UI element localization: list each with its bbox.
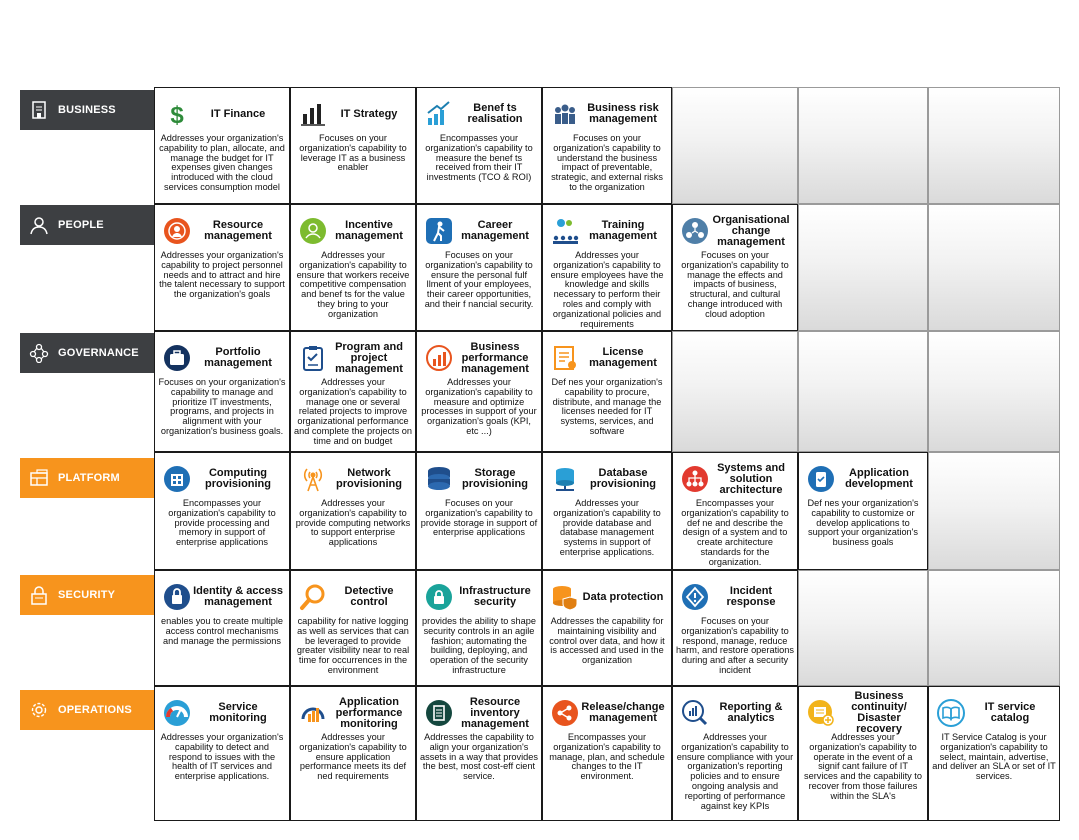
capability-description: Focuses on your organization's capability to leverage IT as a business enabler [299,133,407,173]
capability-card [290,331,416,452]
capability-title: Release/change management [581,701,665,724]
lock-icon [28,584,50,606]
clipboard-icon [299,344,327,372]
capability-card [416,570,542,686]
storage-icon [425,465,453,493]
capability-description: Focuses on your organization's capability to understand the business impact of preventable, strategic, and external risks to the organization [551,133,663,192]
capability-title: Network provisioning [336,467,402,490]
computing-icon [163,465,191,493]
book-icon [937,699,965,727]
briefcase-icon [163,344,191,372]
gauge-icon [163,699,191,727]
capability-description: Encompasses your organization's capability to def ne and describe the design of a system and to create architecture standards for the organization. [681,498,789,567]
capability-card [290,686,416,821]
capability-title: Program and project management [335,340,403,375]
capability-card [154,87,290,204]
capability-title: Resource inventory management [461,695,529,730]
capability-title: Database provisioning [590,467,656,490]
release-icon [551,699,579,727]
window-icon [28,467,50,489]
capability-description: Encompasses your organization's capability to manage, plan, and schedule changes to the IT environment. [549,732,665,782]
capability-title: Benef ts realisation [467,102,523,125]
capability-card [154,686,290,821]
empty-cell [672,87,798,204]
resource-icon [163,217,191,245]
lane-label: GOVERNANCE [58,347,139,359]
capability-description: Addresses your organization's capability to manage one or several related projects to improve organizational performance and complete the projects on time and on budget [294,377,412,446]
capability-title: Infrastructure security [459,585,531,608]
capability-description: IT Service Catalog is your organization's capability to select, maintain, advertise, and deliver an SLA or set of IT services. [932,732,1056,782]
capability-description: Addresses your organization's capability to detect and respond to issues with the health of IT services and enterprise applications. [160,732,284,782]
empty-cell [928,204,1060,331]
capability-description: Addresses your organization's capability to ensure employees have the knowledge and skills necessary to perform their roles and comply with organizational policies and requirements [550,250,664,329]
capability-description: Focuses on your organization's capability to manage the effects and impacts of business, structural, and cultural change introduced with cloud adoption [681,250,789,319]
capability-title: IT Finance [210,107,266,120]
capability-card [672,570,798,686]
continuity-icon [807,699,835,727]
empty-cell [928,331,1060,452]
capability-card [672,204,798,331]
capability-title: Organisational change management [712,213,790,248]
capability-description: Addresses the capability to align your organization's assets in a way that provides the best, most cost-eff cient service. [420,732,538,782]
capability-description: Encompasses your organization's capability to measure the benef ts received from their IT investments (TCO & ROI) [425,133,533,183]
capability-card [928,686,1060,821]
lane-label: PEOPLE [58,219,104,231]
capability-title: Resource management [204,219,272,242]
capability-title: IT service catalog [984,701,1036,724]
capability-description: Addresses your organization's capability to provide computing networks to support enterprise applications [295,498,411,548]
app-perf-icon [299,699,327,727]
database-icon [551,465,579,493]
capability-title: Training management [589,219,657,242]
capability-card [542,686,672,821]
identity-icon [163,583,191,611]
capability-card [154,570,290,686]
capability-description: Addresses your organization's capability to measure and optimize processes in support of your organization's goals (KPI, etc ...) [421,377,537,436]
capability-title: Portfolio management [204,346,272,369]
capability-description: Focuses on your organization's capability to manage and prioritize IT investments, programs, and projects in alignment with your organization's business goals. [158,377,286,436]
capability-description: Addresses your organization's capability to provide database and database management systems in support of enterprise applications. [553,498,661,557]
report-icon [681,699,709,727]
capability-card [542,204,672,331]
capability-description: Addresses your organization's capability to plan, allocate, and manage the budget for IT expenses given changes introduced with the cloud services consumption model [159,133,285,192]
capability-description: Addresses your organization's capability to project personnel needs and to attract and hire the talent necessary to support the organization's goals [159,250,285,300]
capability-description: Addresses your organization's capability to operate in the event of a signif cant failure of IT services and the capability to recover from those failures within the SLA's [804,732,922,801]
capability-card [416,452,542,570]
lane-operations [20,690,154,730]
dollar-icon [163,100,191,128]
capability-card [290,87,416,204]
lane-label: PLATFORM [58,472,120,484]
strategy-chart-icon [299,100,327,128]
growth-chart-icon [425,100,453,128]
app-dev-icon [807,465,835,493]
lane-people [20,205,154,245]
capability-title: Incident response [726,585,776,608]
capability-card [672,686,798,821]
career-icon [425,217,453,245]
capability-title: Storage provisioning [462,467,528,490]
network-icon [28,342,50,364]
lane-label: SECURITY [58,589,116,601]
capability-description: Focuses on your organization's capability to respond, manage, reduce harm, and restore operations during and after a security incident [676,616,794,675]
building-icon [28,99,50,121]
empty-cell [672,331,798,452]
capability-card [798,686,928,821]
capability-title: Data protection [582,590,664,603]
empty-cell [798,87,928,204]
license-icon [551,344,579,372]
capability-description: Def nes your organization's capability to procure, distribute, and manage the licenses needed for IT systems, services, and software [551,377,663,436]
capability-title: Computing provisioning [205,467,271,490]
empty-cell [798,331,928,452]
capability-title: Reporting & analytics [719,701,783,724]
org-change-icon [681,217,709,245]
capability-title: Identity & access management [193,585,283,608]
capability-title: Application development [845,467,913,490]
inventory-icon [425,699,453,727]
capability-card [416,204,542,331]
capability-description: provides the ability to shape security controls in an agile fashion; automating the building, deploying, and operation of the security infrastructure [422,616,536,675]
capability-title: Business performance management [461,340,529,375]
data-shield-icon [551,583,579,611]
empty-cell [798,204,928,331]
infra-security-icon [425,583,453,611]
capability-description: Addresses your organization's capability to ensure that workers receive competitive compensation and benef ts for the value they bring to your organization [296,250,410,319]
capability-card [542,452,672,570]
capability-card [416,87,542,204]
capability-description: Encompasses your organization's capability to provide processing and memory in support of enterprise applications [168,498,276,548]
capability-description: Addresses the capability for maintaining visibility and control over data, and how it is accessed and used in the organization [549,616,665,666]
empty-cell [798,570,928,686]
people-risk-icon [551,100,579,128]
lane-platform [20,458,154,498]
gear-icon [28,699,50,721]
empty-cell [928,570,1060,686]
capability-card [290,204,416,331]
capability-description: Focuses on your organization's capability to ensure the personal fulf llment of your employees, their career opportunities, and their f nancial security. [424,250,534,309]
capability-description: enables you to create multiple access control mechanisms and manage the permissions [160,616,284,646]
capability-title: IT Strategy [340,107,398,120]
capability-title: License management [589,346,657,369]
antenna-icon [299,465,327,493]
capability-card [542,570,672,686]
person-icon [28,214,50,236]
svg-text:$: $ [170,102,184,128]
capability-title: Systems and solution architecture [717,461,785,496]
lane-label: BUSINESS [58,104,116,116]
empty-cell [928,452,1060,570]
lane-governance [20,333,154,373]
magnifier-icon [299,583,327,611]
capability-card [290,452,416,570]
capability-card [416,331,542,452]
performance-icon [425,344,453,372]
architecture-icon [681,465,709,493]
capability-card [542,331,672,452]
lane-business [20,90,154,130]
capability-description: Focuses on your organization's capability to provide storage in support of enterprise applications [420,498,538,538]
capability-card [154,204,290,331]
capability-description: Def nes your organization's capability to customize or develop applications to support your organization's business goals [807,498,919,548]
capability-card [672,452,798,570]
capability-description: Addresses your organization's capability to ensure compliance with your organization's reporting policies and to ensure ongoing analysis and reporting of performance against key KPIs [676,732,794,811]
capability-description: capability for native logging as well as services that can be leveraged to provide greater visibility near to real time for occurrences in the environment [296,616,410,675]
capability-description: Addresses your organization's capability to ensure application performance meets its def ned requirements [299,732,407,782]
incentive-icon [299,217,327,245]
capability-card [154,331,290,452]
capability-title: Career management [461,219,529,242]
capability-title: Business continuity/ Disaster recovery [851,690,907,735]
capability-card [542,87,672,204]
capability-title: Incentive management [335,219,403,242]
capability-card [290,570,416,686]
capability-card [154,452,290,570]
lane-security [20,575,154,615]
capability-card [798,452,928,570]
capability-title: Business risk management [587,102,659,125]
capability-card [416,686,542,821]
lane-label: OPERATIONS [58,704,132,716]
alert-icon [681,583,709,611]
empty-cell [928,87,1060,204]
capability-title: Service monitoring [209,701,267,724]
capability-title: Application performance monitoring [335,695,403,730]
capability-title: Detective control [344,585,394,608]
training-icon [551,217,579,245]
